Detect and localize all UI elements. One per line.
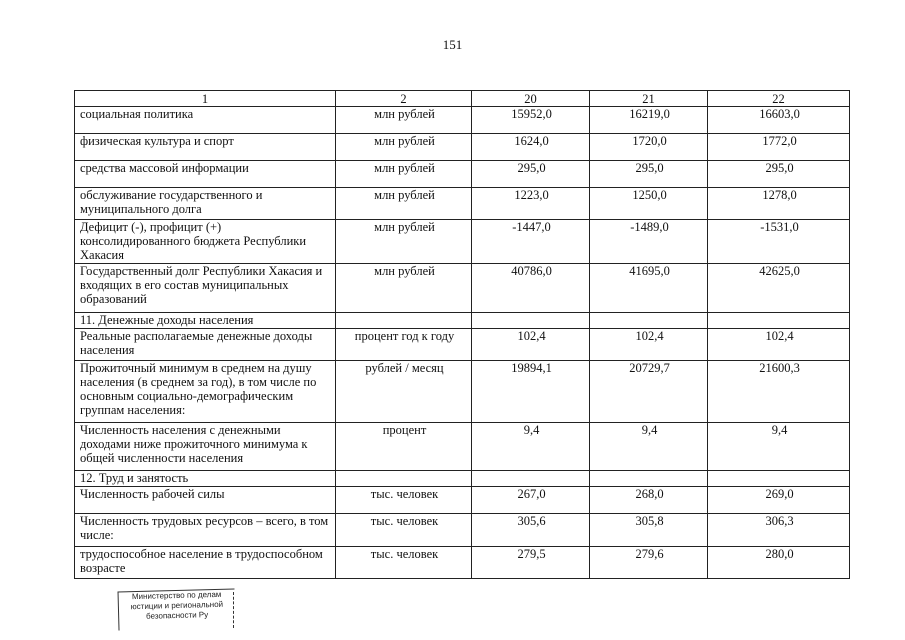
table-row: [75, 220, 850, 264]
value-cell-21: 1250,0: [590, 188, 708, 220]
unit-cell: процент: [336, 423, 472, 471]
value-cell-22: 21600,3: [708, 361, 850, 423]
indicator-cell: социальная политика: [75, 107, 336, 134]
section-title-cell: 11. Денежные доходы населения: [75, 313, 336, 329]
section-title-cell: 12. Труд и занятость: [75, 471, 336, 487]
unit-cell: тыс. человек: [336, 514, 472, 547]
empty-cell: [708, 471, 850, 487]
value-cell-22: 16603,0: [708, 107, 850, 134]
value-cell-20: 1624,0: [472, 134, 590, 161]
unit-cell: рублей / месяц: [336, 361, 472, 423]
stamp-line: безопасности Ру: [145, 610, 209, 621]
unit-cell: млн рублей: [336, 264, 472, 313]
page-number: 151: [442, 37, 463, 52]
value-cell-20: -1447,0: [472, 220, 590, 264]
unit-cell: млн рублей: [336, 161, 472, 188]
indicator-cell: Численность трудовых ресурсов – всего, в том числе:: [75, 514, 336, 547]
table-row: [75, 361, 850, 423]
unit-cell: млн рублей: [336, 220, 472, 264]
indicator-cell: Прожиточный минимум в среднем на душу населения (в среднем за год), в том числе по основным социально-демографическим группам населения:: [75, 361, 336, 423]
stamp-edge: [232, 592, 234, 628]
table-row: [75, 188, 850, 220]
empty-cell: [336, 471, 472, 487]
table-row: [75, 161, 850, 188]
unit-cell: млн рублей: [336, 107, 472, 134]
value-cell-20: 15952,0: [472, 107, 590, 134]
table-row: [75, 487, 850, 514]
table-row: [75, 329, 850, 361]
indicator-cell: физическая культура и спорт: [75, 134, 336, 161]
section-row: [75, 313, 850, 329]
value-cell-21: -1489,0: [590, 220, 708, 264]
indicator-cell: обслуживание государственного и муниципального долга: [75, 188, 336, 220]
value-cell-22: 102,4: [708, 329, 850, 361]
empty-cell: [590, 313, 708, 329]
indicator-cell: Численность рабочей силы: [75, 487, 336, 514]
table-row: [75, 264, 850, 313]
data-table: [74, 90, 850, 579]
value-cell-22: -1531,0: [708, 220, 850, 264]
table-row: [75, 134, 850, 161]
unit-cell: млн рублей: [336, 134, 472, 161]
indicator-cell: средства массовой информации: [75, 161, 336, 188]
table-row: [75, 547, 850, 579]
stamp-line: Министерство по делам: [131, 589, 222, 602]
empty-cell: [708, 313, 850, 329]
value-cell-22: 42625,0: [708, 264, 850, 313]
header-cell-col22: 22: [708, 91, 850, 107]
header-cell-col1: 1: [75, 91, 336, 107]
unit-cell: процент год к году: [336, 329, 472, 361]
value-cell-21: 102,4: [590, 329, 708, 361]
value-cell-20: 279,5: [472, 547, 590, 579]
value-cell-21: 268,0: [590, 487, 708, 514]
header-cell-col2: 2: [336, 91, 472, 107]
header-cell-col21: 21: [590, 91, 708, 107]
registration-stamp: [118, 588, 236, 630]
indicator-cell: Дефицит (-), профицит (+) консолидированного бюджета Республики Хакасия: [75, 220, 336, 264]
table-row: [75, 514, 850, 547]
value-cell-21: 20729,7: [590, 361, 708, 423]
value-cell-20: 102,4: [472, 329, 590, 361]
value-cell-21: 1720,0: [590, 134, 708, 161]
value-cell-22: 1772,0: [708, 134, 850, 161]
value-cell-21: 41695,0: [590, 264, 708, 313]
indicator-cell: Численность населения с денежными доходами ниже прожиточного минимума к общей численности населения: [75, 423, 336, 471]
value-cell-20: 305,6: [472, 514, 590, 547]
value-cell-22: 269,0: [708, 487, 850, 514]
empty-cell: [472, 471, 590, 487]
value-cell-21: 295,0: [590, 161, 708, 188]
value-cell-21: 305,8: [590, 514, 708, 547]
section-row: [75, 471, 850, 487]
table-header-row: [75, 91, 850, 107]
indicator-cell: Реальные располагаемые денежные доходы населения: [75, 329, 336, 361]
empty-cell: [472, 313, 590, 329]
unit-cell: тыс. человек: [336, 487, 472, 514]
value-cell-20: 1223,0: [472, 188, 590, 220]
value-cell-22: 280,0: [708, 547, 850, 579]
value-cell-21: 9,4: [590, 423, 708, 471]
value-cell-21: 16219,0: [590, 107, 708, 134]
value-cell-22: 295,0: [708, 161, 850, 188]
empty-cell: [336, 313, 472, 329]
value-cell-20: 40786,0: [472, 264, 590, 313]
indicator-cell: Государственный долг Республики Хакасия и входящих в его состав муниципальных образований: [75, 264, 336, 313]
unit-cell: тыс. человек: [336, 547, 472, 579]
value-cell-21: 279,6: [590, 547, 708, 579]
value-cell-20: 9,4: [472, 423, 590, 471]
unit-cell: млн рублей: [336, 188, 472, 220]
value-cell-22: 9,4: [708, 423, 850, 471]
value-cell-20: 267,0: [472, 487, 590, 514]
empty-cell: [590, 471, 708, 487]
table-row: [75, 423, 850, 471]
value-cell-22: 1278,0: [708, 188, 850, 220]
header-cell-col20: 20: [472, 91, 590, 107]
value-cell-20: 295,0: [472, 161, 590, 188]
stamp-line: юстиции и региональной: [130, 599, 224, 612]
value-cell-22: 306,3: [708, 514, 850, 547]
table-body: [75, 91, 850, 579]
indicator-cell: трудоспособное население в трудоспособном возрасте: [75, 547, 336, 579]
table-row: [75, 107, 850, 134]
value-cell-20: 19894,1: [472, 361, 590, 423]
